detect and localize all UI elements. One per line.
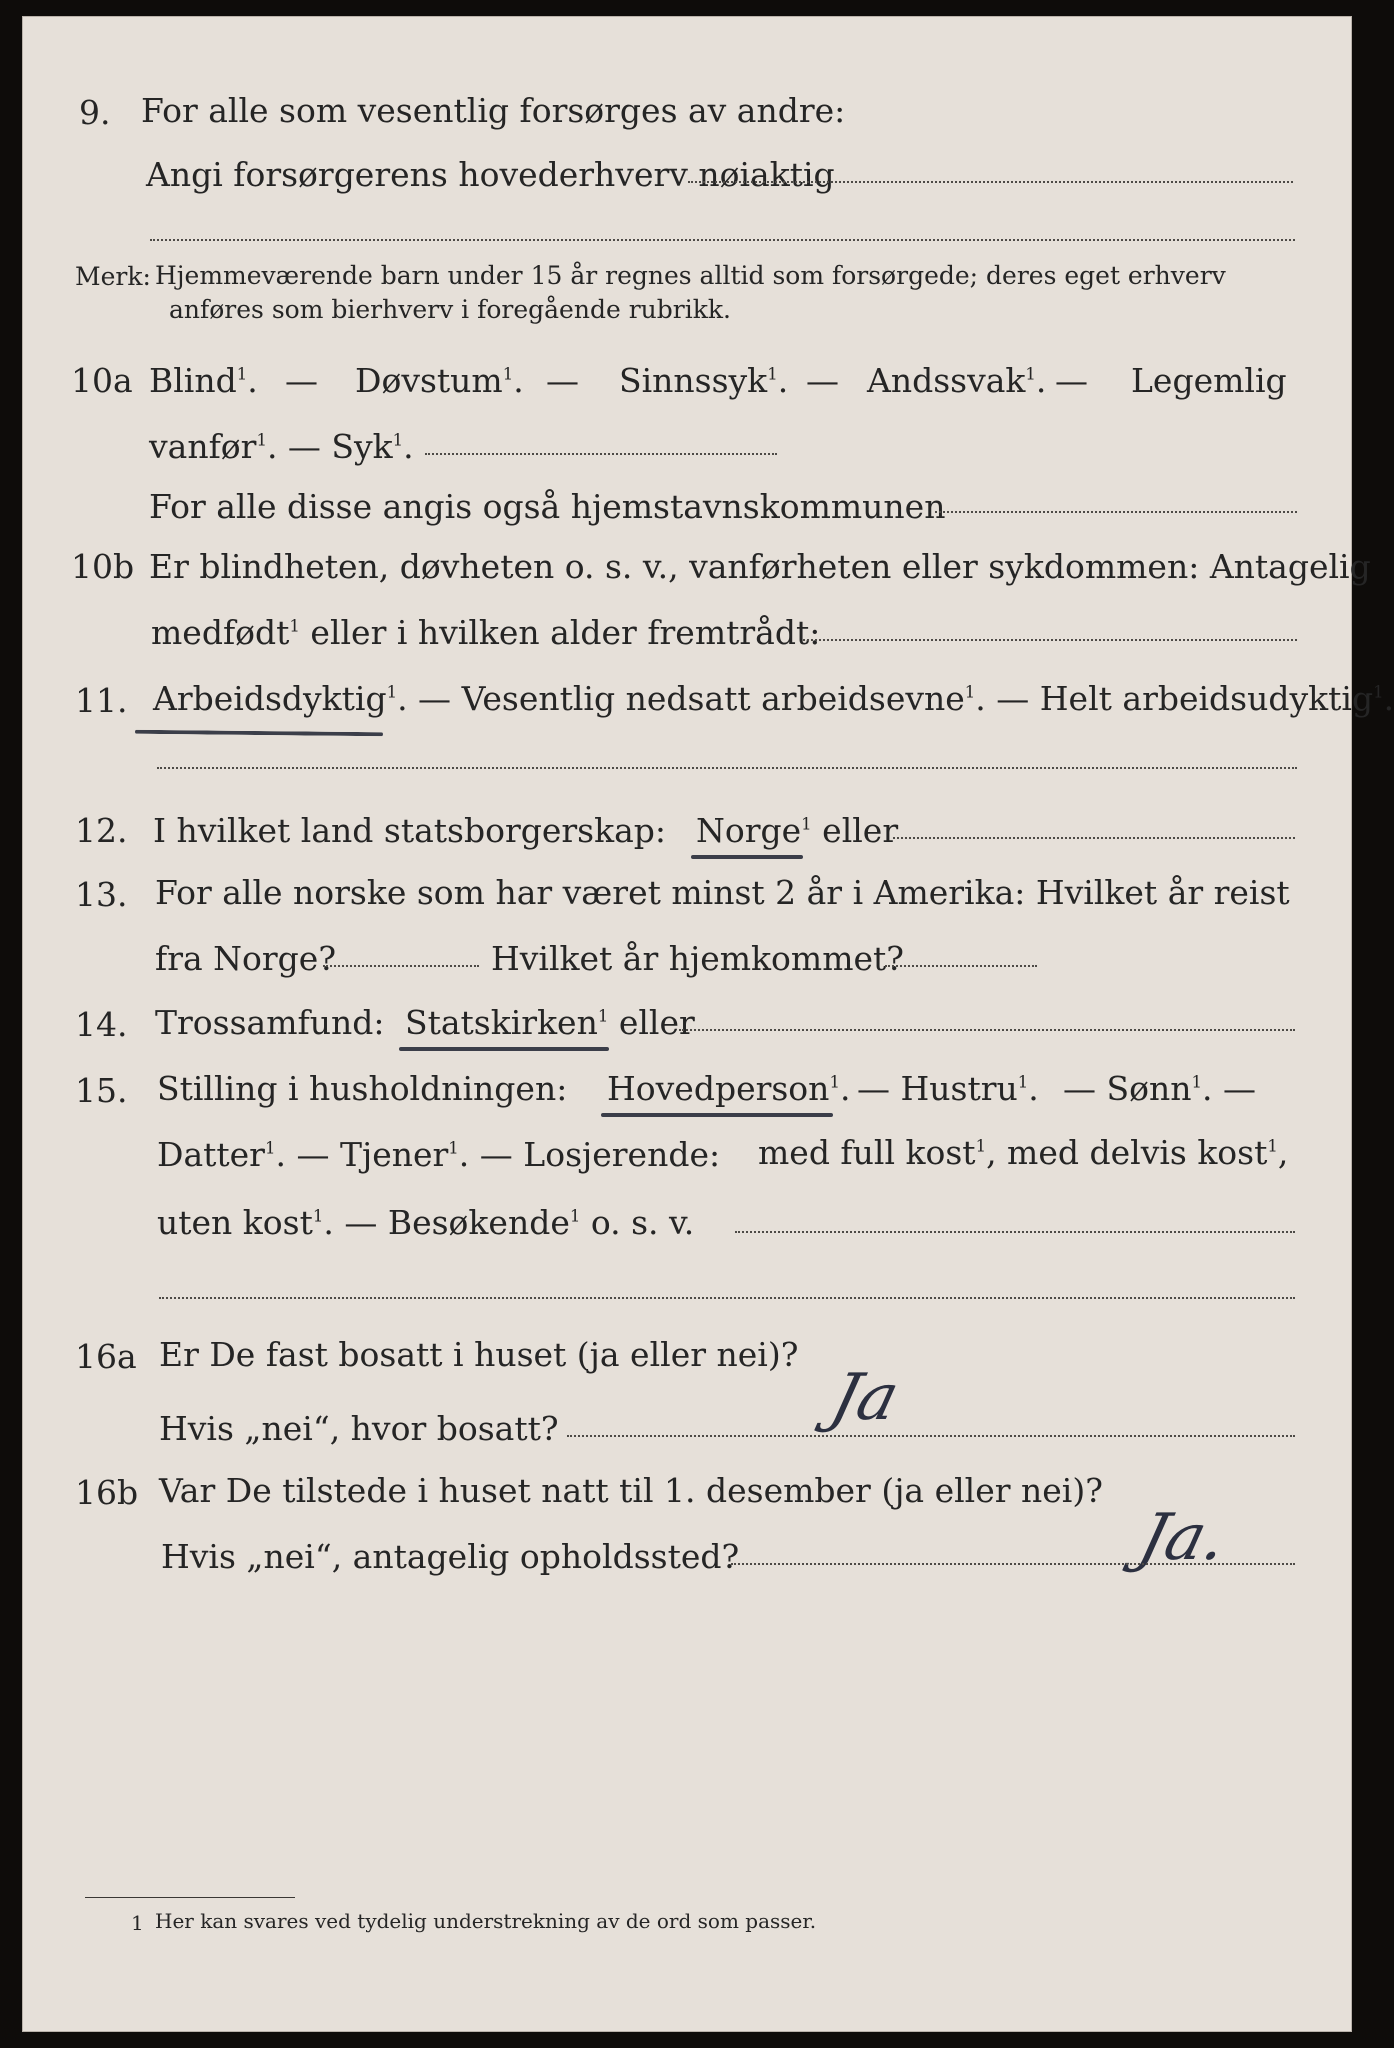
q10a-dovstum: Døvstum$^1$. [355, 361, 524, 400]
q9-answer-line-2[interactable] [150, 239, 1295, 241]
q16a-question: Er De fast bosatt i huset (ja eller nei)? [159, 1335, 799, 1374]
q9-answer-line[interactable] [688, 181, 1293, 183]
q12-text: I hvilket land statsborgerskap: [153, 811, 667, 850]
merk-label: Merk: [75, 262, 151, 291]
q11-answer-line[interactable] [157, 767, 1297, 769]
q10a-answer-line[interactable] [425, 453, 777, 455]
q13-number: 13. [75, 875, 128, 914]
q15-hustru: — Hustru$^1$. [857, 1069, 1039, 1108]
q15-datter-tjener: Datter$^1$. — Tjener$^1$. — Losjerende: [157, 1135, 721, 1174]
q15-number: 15. [75, 1071, 128, 1110]
q10a-dash-1: — [285, 361, 318, 400]
q12-norge: Norge$^1$ eller [696, 811, 899, 850]
merk-line-2: anføres som bierhverv i foregående rubrikk. [169, 295, 731, 324]
q15-kost-options: med full kost$^1$, med delvis kost$^1$, [758, 1133, 1289, 1172]
q10a-home-municipality-label: For alle disse angis også hjemstavnskommunen [149, 487, 946, 526]
q14-answer-line[interactable] [679, 1029, 1295, 1031]
q15-uten-kost: uten kost$^1$. — Besøkende$^1$ o. s. v. [157, 1203, 695, 1242]
q16b-question: Var De tilstede i huset natt til 1. desember (ja eller nei)? [159, 1471, 1103, 1510]
q15-answer-line[interactable] [735, 1231, 1295, 1233]
q14-statskirken-underline[interactable] [399, 1047, 609, 1051]
q16a-residence-line[interactable] [567, 1435, 1295, 1437]
q15-answer-line-2[interactable] [159, 1297, 1295, 1299]
census-form-page [22, 16, 1394, 2032]
q9-provider-occupation-label: Angi forsørgerens hovederhverv nøiaktig [146, 155, 835, 194]
q10a-andssvak: Andssvak$^1$. [867, 361, 1047, 400]
footnote-text: Her kan svares ved tydelig understrekning av de ord som passer. [155, 1909, 817, 1933]
q16a-number: 16a [75, 1337, 137, 1376]
q11-options: Arbeidsdyktig$^1$. — Vesentlig nedsatt arbeidsevne$^1$. — Helt arbeidsudyktig$^1$. [153, 679, 1394, 718]
q16a-handwritten-answer: Ja [823, 1361, 907, 1435]
q13-return-year-line[interactable] [885, 965, 1037, 967]
q13-line-1: For alle norske som har været minst 2 år i Amerika: Hvilket år reist [155, 873, 1290, 912]
q10a-legemlig: Legemlig [1131, 361, 1287, 400]
q16a-followup: Hvis „nei“, hvor bosatt? [159, 1409, 559, 1448]
q15-label: Stilling i husholdningen: [157, 1069, 568, 1108]
q15-hovedperson: Hovedperson$^1$. [607, 1069, 851, 1108]
q9-text: For alle som vesentlig forsørges av andre: [141, 91, 846, 130]
q10a-number: 10a [71, 361, 133, 400]
merk-line-1: Hjemmeværende barn under 15 år regnes alltid som forsørgede; deres eget erhverv [155, 261, 1226, 290]
q15-sonn: — Sønn$^1$. — [1063, 1069, 1256, 1108]
q12-answer-line[interactable] [893, 837, 1295, 839]
q10a-vanfor: vanfør$^1$. — Syk$^1$. [149, 427, 414, 466]
q10a-blind: Blind$^1$. [149, 361, 258, 400]
q16b-followup: Hvis „nei“, antagelig opholdssted? [161, 1537, 740, 1576]
q10b-line-2: medfødt$^1$ eller i hvilken alder fremtrådt: [151, 613, 821, 652]
q10b-line-1: Er blindheten, døvheten o. s. v., vanførheten eller sykdommen: Antagelig [149, 547, 1371, 586]
q10a-sinnssyk: Sinnssyk$^1$. [619, 361, 789, 400]
q10b-answer-line[interactable] [803, 639, 1297, 641]
q12-number: 12. [75, 811, 128, 850]
q9-number: 9. [79, 93, 111, 132]
footnote-rule [85, 1897, 295, 1898]
q13-departure-year-line[interactable] [323, 965, 479, 967]
q11-number: 11. [75, 681, 128, 720]
q12-norge-underline[interactable] [691, 855, 803, 859]
q16b-whereabouts-line[interactable] [731, 1563, 1295, 1565]
q10a-dash-4: — [1055, 361, 1088, 400]
q10a-dash-2: — [546, 361, 579, 400]
footnote-marker: 1 [131, 1911, 144, 1935]
q10a-dash-3: — [806, 361, 839, 400]
q14-number: 14. [75, 1005, 128, 1044]
q13-hjemkommet: Hvilket år hjemkommet? [491, 939, 904, 978]
q14-label: Trossamfund: [155, 1003, 385, 1042]
q10a-municipality-line[interactable] [935, 511, 1297, 513]
q16b-number: 16b [75, 1473, 139, 1512]
q14-statskirken: Statskirken$^1$ eller [405, 1003, 695, 1042]
q11-arbeidsdyktig-underline[interactable] [135, 730, 383, 737]
q13-fra-norge: fra Norge? [155, 939, 337, 978]
q16b-handwritten-answer: Ja. [1131, 1501, 1235, 1575]
q10b-number: 10b [71, 547, 135, 586]
q15-hovedperson-underline[interactable] [601, 1113, 833, 1117]
